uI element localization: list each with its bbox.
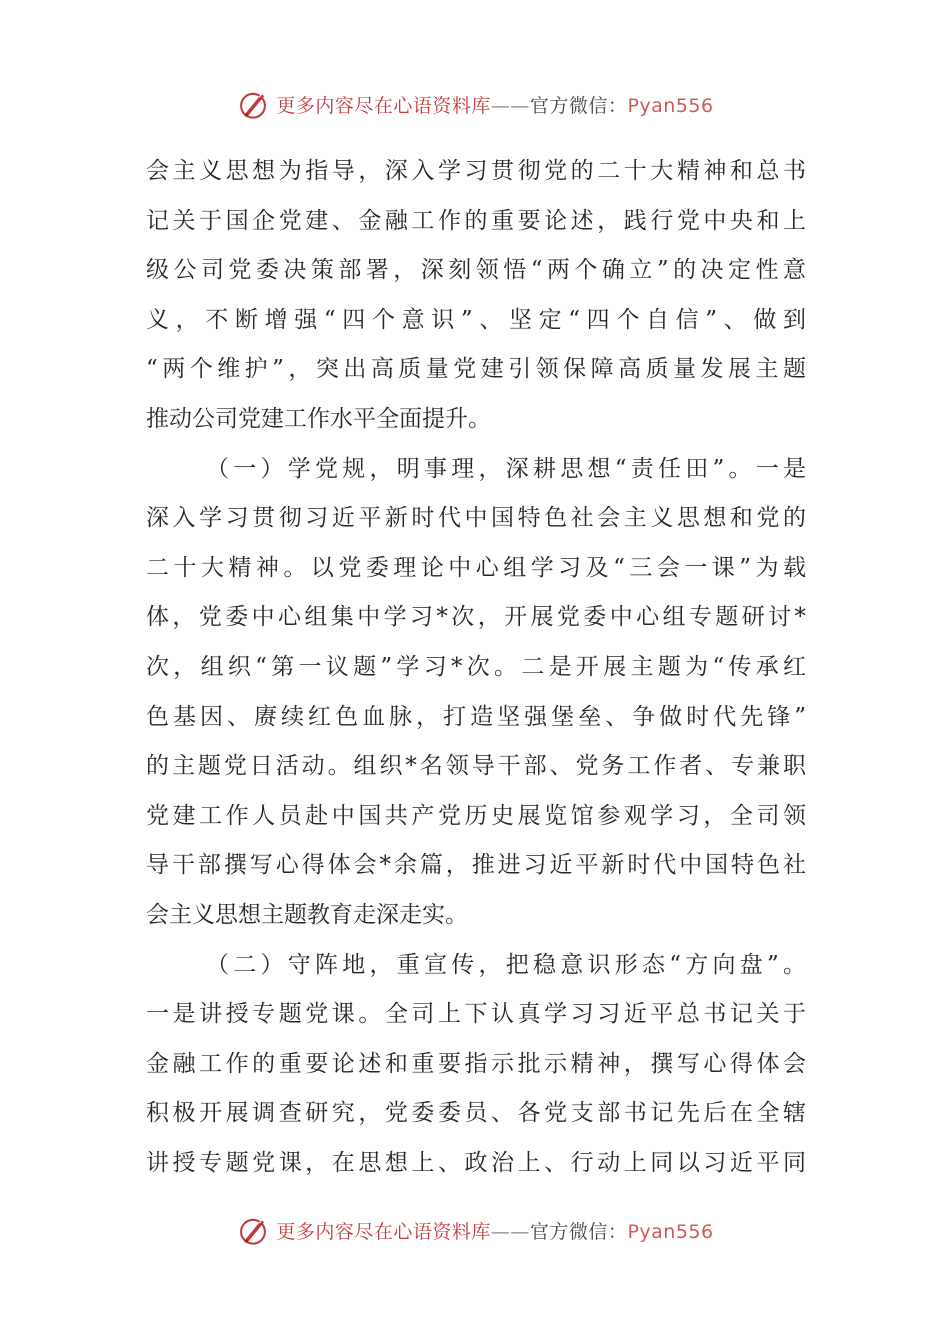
document-body [146,147,806,1188]
text-line: 深入学习贯彻习近平新时代中国特色社会主义思想和党的 [146,505,806,532]
watermark-label: 官方微信： [529,94,628,117]
quill-pen-logo-icon [236,1213,270,1247]
text-line: 会主义思想主题教育走深走实。 [146,901,468,928]
footer-watermark [0,1210,950,1250]
text-line: 次，组织“第一议题”学习*次。二是开展主题为“传承红 [146,653,806,680]
text-line: 级公司党委决策部署，深刻领悟“两个确立”的决定性意 [146,257,806,284]
text-line: 二十大精神。以党委理论中心组学习及“三会一课”为载 [146,554,806,581]
watermark-text [276,91,713,118]
text-line: “两个维护”，突出高质量党建引领保障高质量发展主题 [146,356,806,383]
watermark-wechat-id: Pyan556 [627,1220,714,1243]
watermark-label: 官方微信： [529,1220,628,1243]
text-line: 党建工作人员赴中国共产党历史展览馆参观学习，全司领 [146,802,806,829]
watermark-site: 更多内容尽在心语资料库 [276,1220,491,1243]
text-line: 的主题党日活动。组织*名领导干部、党务工作者、专兼职 [146,753,806,780]
section-heading-line: （一）学党规，明事理，深耕思想“责任田”。一是 [206,455,806,482]
watermark-wechat-id: Pyan556 [627,94,714,117]
quill-pen-logo-icon [236,87,270,121]
text-line: 一是讲授专题党课。全司上下认真学习习近平总书记关于 [146,1001,806,1028]
text-line: 金融工作的重要论述和重要指示批示精神，撰写心得体会 [146,1050,806,1077]
text-line: 体，党委中心组集中学习*次，开展党委中心组专题研讨* [146,604,806,631]
text-line: 记关于国企党建、金融工作的重要论述，践行党中央和上 [146,207,806,234]
text-line: 积极开展调查研究，党委委员、各党支部书记先后在全辖 [146,1100,806,1127]
section-heading-line: （二）守阵地，重宣传，把稳意识形态“方向盘”。 [206,951,806,978]
watermark-site: 更多内容尽在心语资料库 [276,94,491,117]
header-watermark [0,84,950,124]
text-line: 义，不断增强“四个意识”、坚定“四个自信”、做到 [146,306,806,333]
text-line: 色基因、赓续红色血脉，打造坚强堡垒、争做时代先锋” [146,703,806,730]
watermark-separator: —— [490,94,530,117]
text-line: 推动公司党建工作水平全面提升。 [146,405,491,432]
watermark-separator: —— [490,1220,530,1243]
text-line: 导干部撰写心得体会*余篇，推进习近平新时代中国特色社 [146,852,806,879]
text-line: 讲授专题党课，在思想上、政治上、行动上同以习近平同 [146,1149,806,1176]
watermark-text [276,1217,713,1244]
text-line: 会主义思想为指导，深入学习贯彻党的二十大精神和总书 [146,158,806,184]
